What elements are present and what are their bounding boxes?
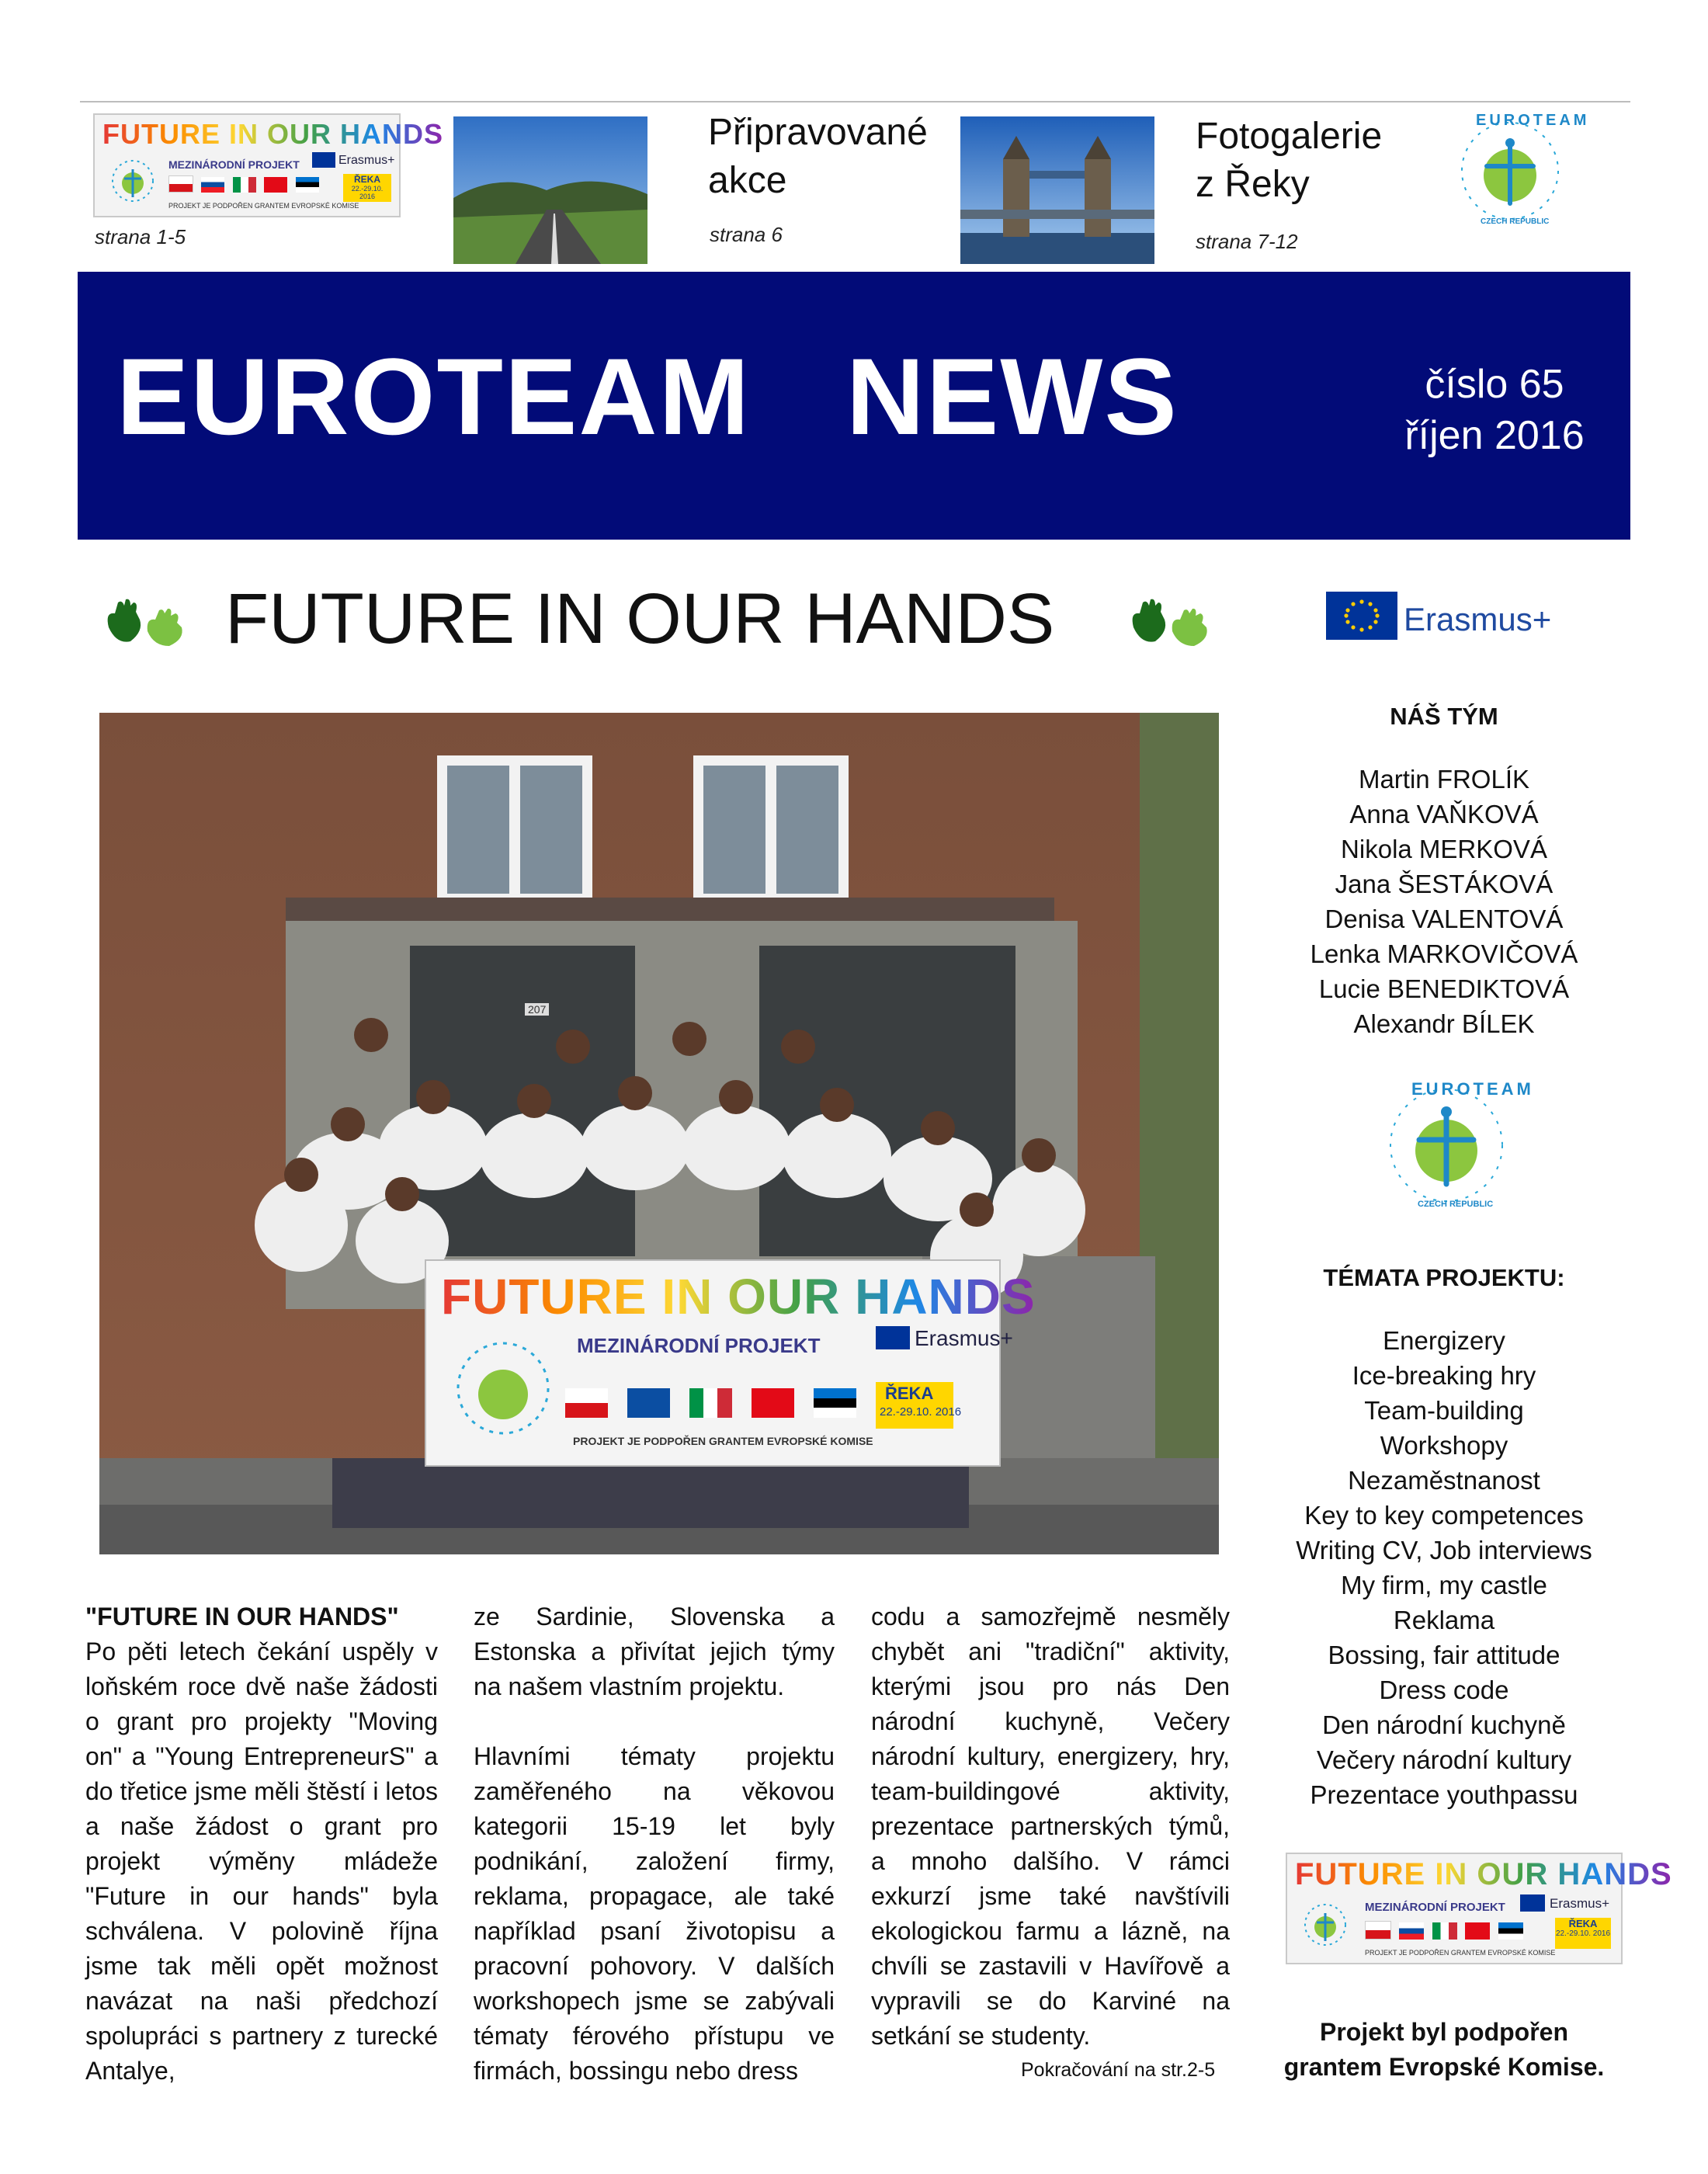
issue-info bbox=[1397, 359, 1592, 461]
project-logo-banner bbox=[93, 113, 443, 217]
hands-icon-right bbox=[1126, 596, 1219, 651]
euroteam-logo-top bbox=[1440, 109, 1590, 241]
team-member: Lenka MARKOVIČOVÁ bbox=[1310, 939, 1578, 968]
estonian-flag-icon bbox=[296, 177, 319, 193]
sidebar-team bbox=[1273, 703, 1615, 1041]
photo-banner-subtitle: MEZINÁRODNÍ PROJEKT bbox=[577, 1334, 821, 1357]
teaser-upcoming-events[interactable] bbox=[708, 109, 928, 205]
photo-banner-title: FUTURE IN OUR HANDS bbox=[441, 1269, 1036, 1325]
sidebar-banner-place: ŘEKA bbox=[1568, 1918, 1598, 1929]
topic-item: Nezaměstnanost bbox=[1348, 1466, 1540, 1495]
euroteam-logo-country: CZECH REPUBLIC bbox=[1481, 217, 1550, 226]
topic-item: Dress code bbox=[1379, 1676, 1509, 1704]
topic-item: Key to key competences bbox=[1304, 1501, 1584, 1530]
feature-title: FUTURE IN OUR HANDS bbox=[225, 579, 1055, 658]
sidebar-banner-erasmus: Erasmus+ bbox=[1550, 1896, 1609, 1911]
article-column-3 bbox=[871, 1599, 1230, 2054]
newsletter-title: EUROTEAM NEWS bbox=[116, 335, 1179, 457]
euroteam-mini-logo-icon bbox=[1298, 1898, 1352, 1952]
team-member: Denisa VALENTOVÁ bbox=[1324, 905, 1564, 933]
eu-flag-icon bbox=[1520, 1894, 1545, 1912]
issue-date: říjen 2016 bbox=[1404, 413, 1585, 458]
article-column-2 bbox=[474, 1599, 835, 2124]
photo-banner-dates: 22.-29.10. 2016 bbox=[880, 1405, 962, 1419]
teaser-2-line2: akce bbox=[708, 160, 787, 201]
hands-icon-left bbox=[101, 596, 194, 651]
topic-item: Workshopy bbox=[1380, 1431, 1508, 1460]
topic-item: Bossing, fair attitude bbox=[1328, 1641, 1560, 1669]
euroteam-sidebar-text: EUROTEAM bbox=[1411, 1079, 1534, 1099]
door-number: 207 bbox=[525, 1003, 549, 1016]
article-col3-text: codu a samozřejmě nesměly chybět ani "tradiční" aktivity, kterými jsou pro nás Den národní kuchyně, Večery národní kultury, energizery, hry, team-buildingové aktivity, prezentace partnerských týmů, a mnoho dalšího. V rámci exkurzí jsme také navštívili ekologickou farmu a lázně, na chvíli se zastavili v Havířově a vypravili se do Karviné na setkání se studenty. bbox=[871, 1603, 1230, 2050]
italian-flag-icon bbox=[233, 177, 256, 193]
turkish-flag-icon bbox=[264, 177, 287, 193]
team-member: Martin FROLÍK bbox=[1358, 765, 1530, 794]
team-member: Lucie BENEDIKTOVÁ bbox=[1318, 974, 1570, 1003]
continued-link[interactable]: Pokračování na str.2-5 bbox=[1021, 2059, 1216, 2081]
article-col2-p2: Hlavními tématy projektu zaměřeného na věkovou kategorii 15-19 let byly podnikání, založení firmy, reklama, propagace, ale také například psaní životopisu a pracovní pohovory. V dalších workshopech jsme se zabývali tématy férového přístupu ve firmách, bossingu nebo dress bbox=[474, 1742, 835, 2085]
topic-item: Večery národní kultury bbox=[1316, 1745, 1572, 1774]
sidebar-footer bbox=[1273, 2015, 1615, 2085]
sidebar-topics bbox=[1273, 1264, 1615, 1812]
topics-heading: TÉMATA PROJEKTU: bbox=[1323, 1264, 1565, 1291]
sidebar-banner-place-badge bbox=[1555, 1918, 1611, 1949]
banner-subtitle: MEZINÁRODNÍ PROJEKT bbox=[168, 158, 300, 171]
erasmus-label: Erasmus+ bbox=[1404, 601, 1552, 637]
euroteam-logo-sidebar bbox=[1373, 1071, 1534, 1227]
sidebar-banner-dates: 22.-29.10. 2016 bbox=[1555, 1929, 1611, 1938]
topics-list bbox=[1273, 1323, 1615, 1812]
photo-banner-grant: PROJEKT JE PODPOŘEN GRANTEM EVROPSKÉ KOMISE bbox=[573, 1435, 873, 1447]
sidebar-banner-grant: PROJEKT JE PODPOŘEN GRANTEM EVROPSKÉ KOMISE bbox=[1365, 1949, 1556, 1957]
team-heading: NÁŠ TÝM bbox=[1390, 703, 1498, 730]
italian-flag-icon bbox=[1432, 1922, 1457, 1940]
page-ref-2: strana 6 bbox=[710, 223, 783, 246]
teaser-photo-gallery[interactable] bbox=[1196, 113, 1382, 209]
tower-bridge-photo bbox=[960, 116, 1154, 264]
topic-item: My firm, my castle bbox=[1341, 1571, 1547, 1599]
eu-flag-icon bbox=[312, 152, 335, 168]
topic-item: Reklama bbox=[1393, 1606, 1495, 1634]
slovak-flag-icon bbox=[201, 177, 224, 193]
issue-number: číslo 65 bbox=[1425, 362, 1564, 407]
page-ref-1: strana 1-5 bbox=[95, 225, 186, 248]
banner-erasmus: Erasmus+ bbox=[338, 154, 395, 167]
banner-title: FUTURE IN OUR HANDS bbox=[102, 118, 443, 150]
turkish-flag-icon bbox=[1465, 1922, 1490, 1940]
page-ref-3: strana 7-12 bbox=[1196, 230, 1298, 253]
topic-item: Den národní kuchyně bbox=[1322, 1710, 1566, 1739]
banner-place: ŘEKA bbox=[353, 174, 380, 185]
euroteam-mini-logo-icon bbox=[106, 154, 160, 208]
photo-banner-place: ŘEKA bbox=[885, 1384, 934, 1403]
erasmus-logo bbox=[1326, 592, 1567, 641]
article-col2-p1: ze Sardinie, Slovenska a Estonska a přivítat jejich týmy na našem vlastním projektu. bbox=[474, 1603, 835, 1700]
slovak-flag-icon bbox=[1399, 1922, 1424, 1940]
sidebar-banner-title: FUTURE IN OUR HANDS bbox=[1295, 1857, 1672, 1891]
teaser-3-line1: Fotogalerie bbox=[1196, 116, 1383, 157]
banner-place-badge bbox=[343, 174, 391, 202]
sidebar-project-banner bbox=[1286, 1853, 1672, 1964]
photo-banner-erasmus: Erasmus+ bbox=[915, 1326, 1013, 1350]
topic-item: Prezentace youthpassu bbox=[1310, 1780, 1578, 1809]
teaser-2-line1: Připravované bbox=[708, 112, 928, 153]
eu-flag-icon bbox=[1326, 592, 1397, 640]
team-member: Anna VAŇKOVÁ bbox=[1349, 800, 1539, 828]
topic-item: Ice-breaking hry bbox=[1352, 1361, 1536, 1390]
banner-dates: 22.-29.10. 2016 bbox=[351, 185, 384, 200]
partner-flags bbox=[168, 175, 319, 196]
team-member: Nikola MERKOVÁ bbox=[1341, 835, 1547, 863]
euroteam-logo-text: EUROTEAM bbox=[1476, 112, 1590, 129]
topic-item: Team-building bbox=[1364, 1396, 1524, 1425]
topic-item: Writing CV, Job interviews bbox=[1296, 1536, 1592, 1565]
article-column-1 bbox=[85, 1599, 438, 2089]
group-photo bbox=[99, 713, 1219, 1554]
support-line-1: Projekt byl podpořen bbox=[1319, 2018, 1569, 2046]
team-member: Alexandr BÍLEK bbox=[1353, 1009, 1535, 1038]
team-member: Jana ŠESTÁKOVÁ bbox=[1335, 870, 1554, 898]
partner-flags bbox=[1365, 1921, 1523, 1943]
article-col1-text: Po pěti letech čekání uspěly v loňském roce dvě naše žádosti o grant pro projekty "Moving on" a "Young EntrepreneurS" a do třetice jsme měli štěstí i letos a naše žádost o grant pro projekt výměny mládeže "Future in our hands" byla schválena. V polovině října jsme tak měli opět možnost navázat na naši předchozí spolupráci s partnery z turecké Antalye, bbox=[85, 1637, 438, 2085]
support-line-2: grantem Evropské Komise. bbox=[1283, 2053, 1605, 2081]
article-heading: "FUTURE IN OUR HANDS" bbox=[85, 1603, 399, 1630]
euroteam-sidebar-country: CZECH REPUBLIC bbox=[1418, 1200, 1494, 1209]
sidebar-banner-subtitle: MEZINÁRODNÍ PROJEKT bbox=[1365, 1901, 1505, 1914]
teaser-3-line2: z Řeky bbox=[1196, 164, 1310, 205]
top-rule bbox=[80, 101, 1630, 102]
banner-grant: PROJEKT JE PODPOŘEN GRANTEM EVROPSKÉ KOMISE bbox=[168, 202, 359, 210]
estonian-flag-icon bbox=[1498, 1922, 1523, 1940]
czech-flag-icon bbox=[168, 175, 193, 193]
topic-item: Energizery bbox=[1383, 1326, 1505, 1355]
czech-flag-icon bbox=[1365, 1921, 1391, 1940]
road-landscape-photo bbox=[453, 116, 647, 264]
team-list bbox=[1273, 762, 1615, 1041]
